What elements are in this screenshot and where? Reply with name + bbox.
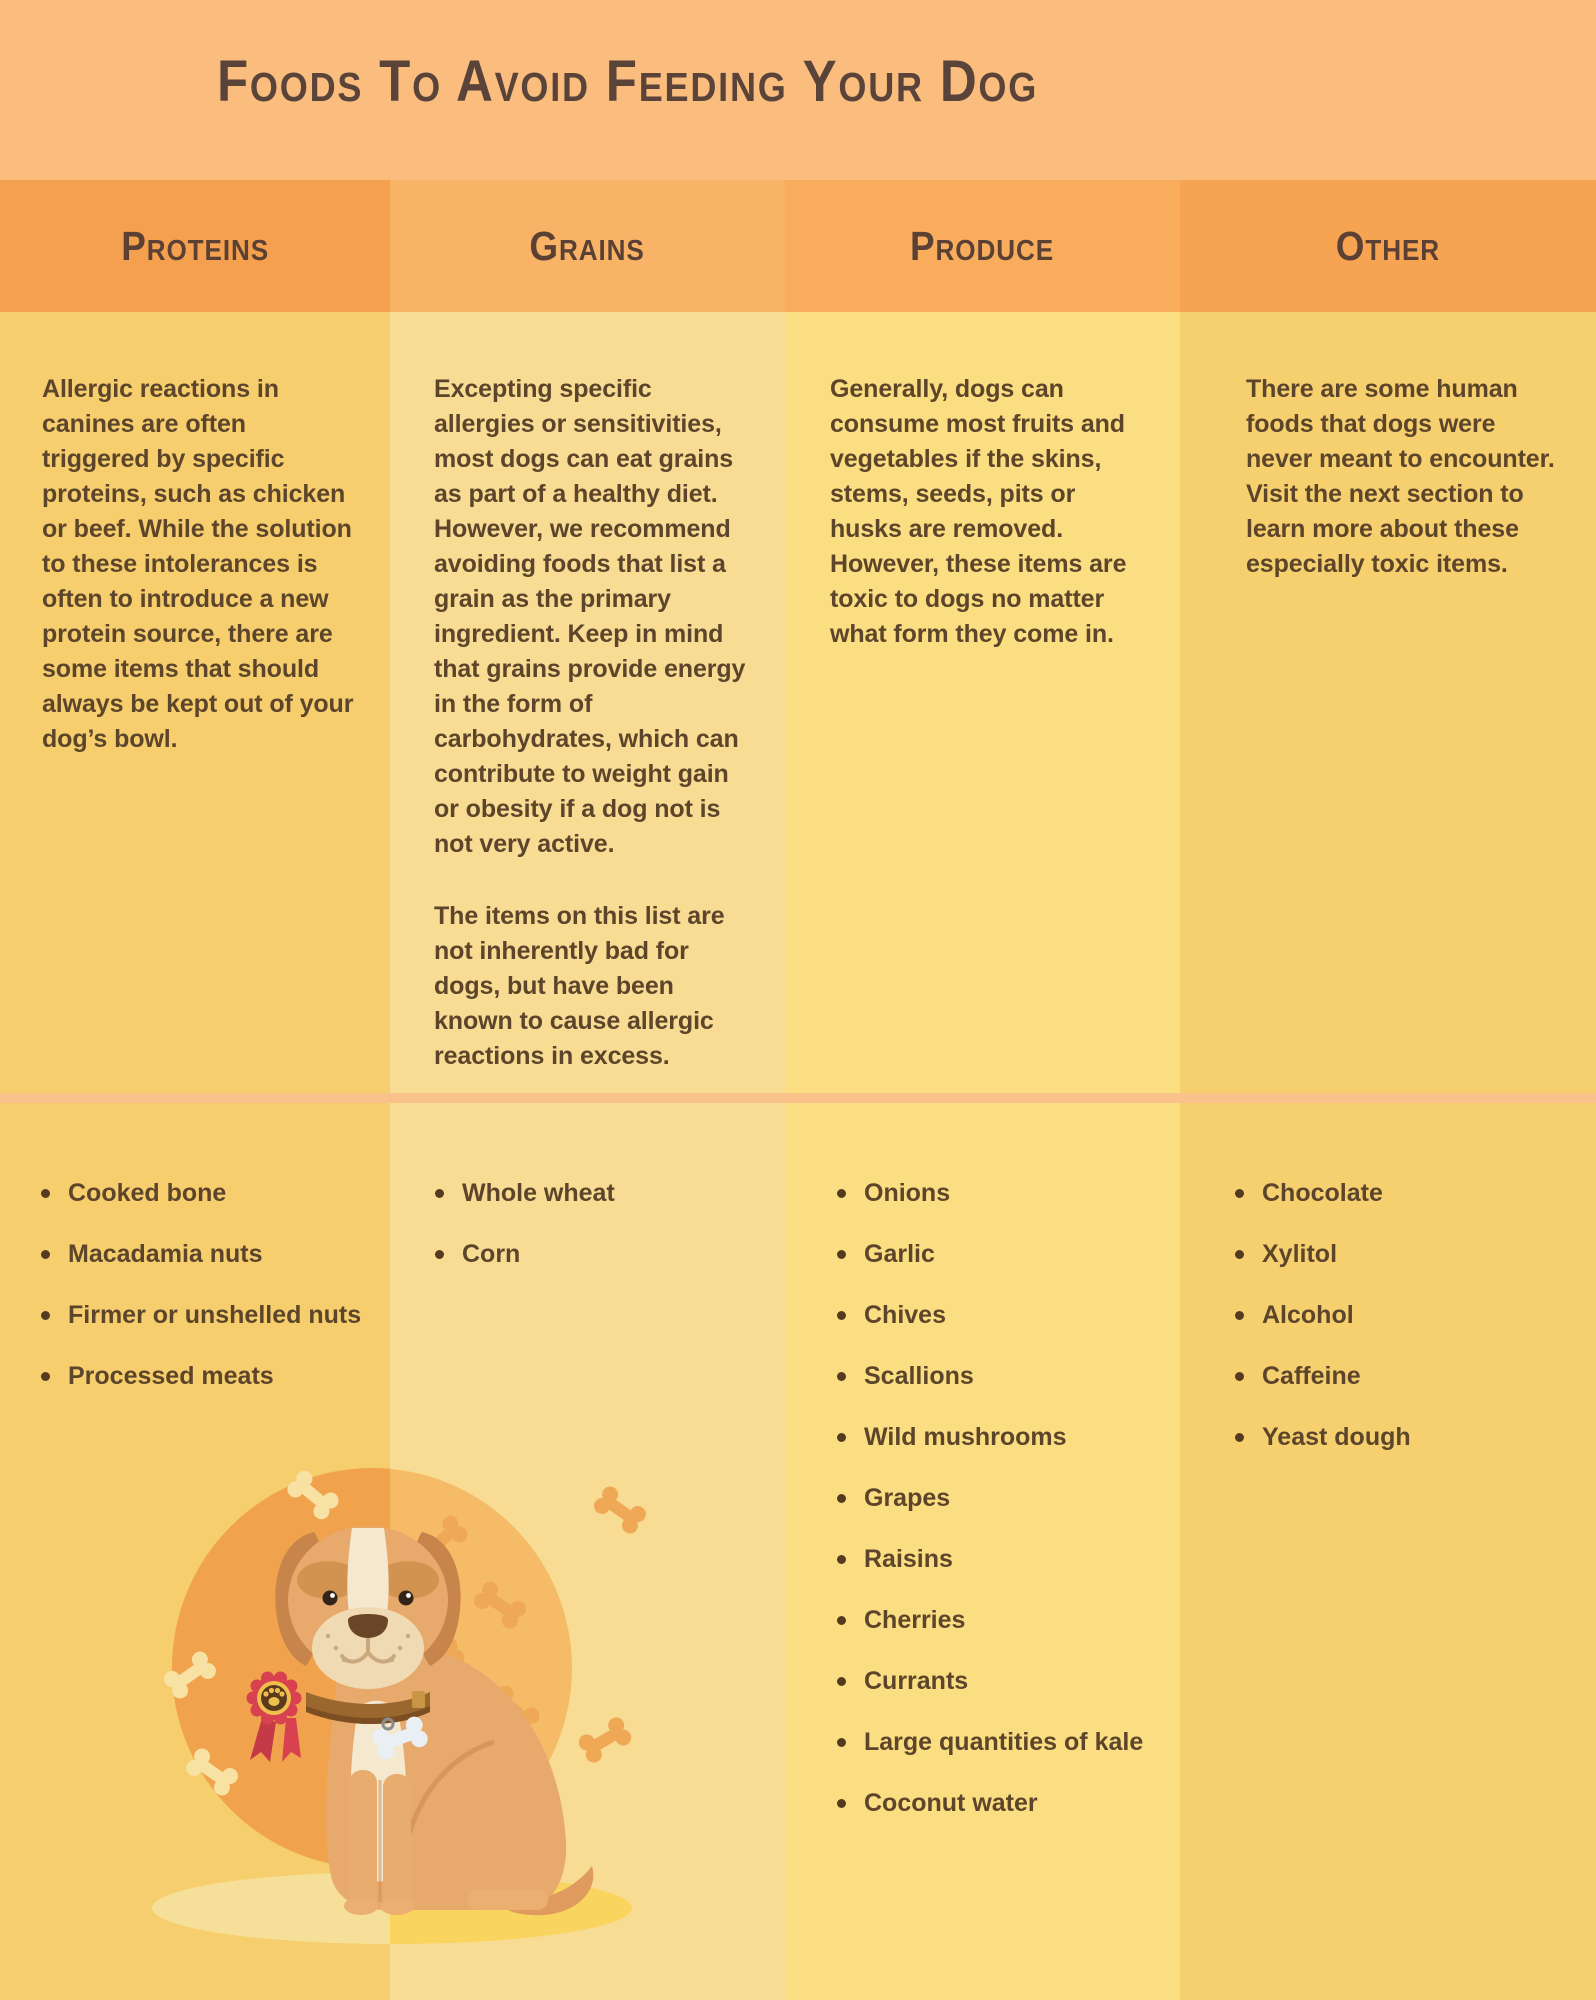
food-list-proteins [68,1180,378,1424]
column-header-label: Other [1335,222,1441,269]
list-item: Yeast dough [1262,1424,1562,1451]
list-item: Coconut water [864,1790,1164,1817]
column-header-produce [785,180,1180,312]
list-item: Firmer or unshelled nuts [68,1302,378,1329]
food-list-grains [462,1180,772,1302]
list-item: Cooked bone [68,1180,378,1207]
list-item: Macadamia nuts [68,1241,378,1268]
column-paragraph: Generally, dogs can consume most fruits and vegetables if the skins, stems, seeds, pits or husks are removed. However, these items are toxic to dogs no matter what form they come in. [830,375,1127,648]
column-description-proteins [42,372,356,757]
list-item: Chocolate [1262,1180,1562,1207]
list-item: Xylitol [1262,1241,1562,1268]
list-item: Processed meats [68,1363,378,1390]
list-item: Onions [864,1180,1164,1207]
list-item: Grapes [864,1485,1164,1512]
column-description-produce [830,372,1142,652]
column-header-grains [390,180,785,312]
column-paragraph: There are some human foods that dogs were never meant to encounter. Visit the next section to learn more about these especially toxic items. [1246,375,1555,578]
column-header-label: Produce [910,222,1055,269]
list-item: Caffeine [1262,1363,1562,1390]
list-item: Scallions [864,1363,1164,1390]
column-paragraph: The items on this list are not inherently bad for dogs, but have been known to cause allergic reactions in excess. [434,902,725,1070]
page-title-text: Foods To Avoid Feeding Your Dog [216,49,1039,114]
column-header-label: Grains [529,222,646,269]
section-divider-band [0,1093,1596,1103]
column-header-label: Proteins [121,222,269,269]
column-header-proteins [0,180,390,312]
food-list-other [1262,1180,1562,1485]
list-item: Raisins [864,1546,1164,1573]
list-item: Corn [462,1241,772,1268]
list-item: Wild mushrooms [864,1424,1164,1451]
column-paragraph: Excepting specific allergies or sensitivities, most dogs can eat grains as part of a healthy diet. However, we recommend avoiding foods that list a grain as the primary ingredient. Keep in mind that grains provide energy in the form of carbohydrates, which can contribute to weight gain or obesity if a dog not is not very active. [434,375,746,858]
column-description-grains [434,372,752,1074]
list-item: Whole wheat [462,1180,772,1207]
list-item: Garlic [864,1241,1164,1268]
dog-illustration [100,1440,660,2000]
page-title [0,48,1255,115]
list-item: Chives [864,1302,1164,1329]
list-item: Cherries [864,1607,1164,1634]
column-description-other [1246,372,1558,582]
column-header-other [1180,180,1596,312]
list-item: Alcohol [1262,1302,1562,1329]
column-paragraph: Allergic reactions in canines are often triggered by specific proteins, such as chicken or beef. While the solution to these intolerances is often to introduce a new protein source, there are some items that should always be kept out of your dog’s bowl. [42,375,354,753]
list-item: Large quantities of kale [864,1729,1164,1756]
list-item: Currants [864,1668,1164,1695]
food-list-produce [864,1180,1164,1851]
